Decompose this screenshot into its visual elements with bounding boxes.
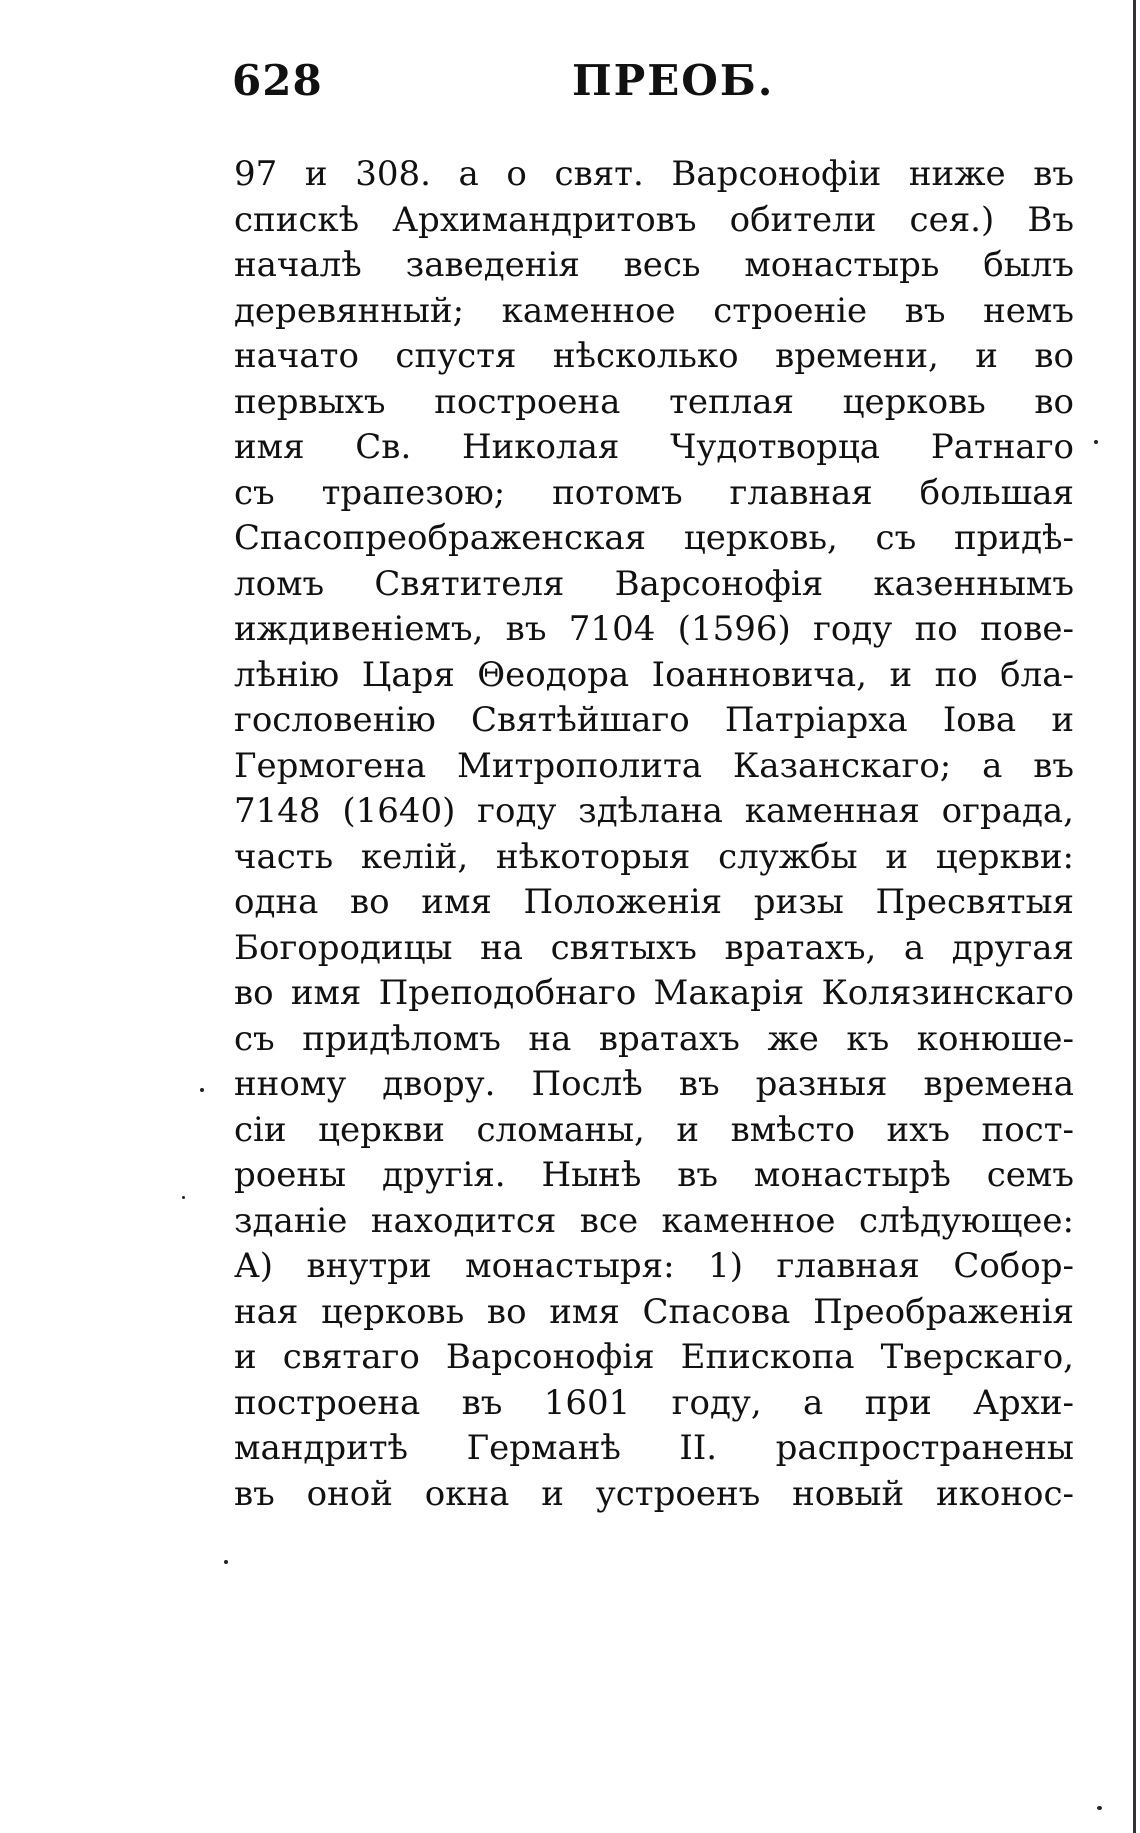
print-speck: [224, 1560, 228, 1564]
page-number: 628: [232, 56, 323, 105]
text-line: Спасопреображенская церковь, съ придѣ-: [234, 518, 1074, 558]
text-line: ная церковь во имя Спасова Преображенія: [234, 1291, 1074, 1332]
text-line: имя Св. Николая Чудотворца Ратнаго: [234, 427, 1074, 467]
print-speck: [1094, 440, 1098, 444]
print-speck: [182, 1196, 185, 1199]
text-line: 7148 (1640) году здѣлана каменная ограда,: [234, 791, 1074, 831]
text-line: Гермогена Митрополита Казанскаго; а въ: [234, 745, 1074, 786]
text-line: зданіе находится все каменное слѣдующее:: [234, 1200, 1074, 1241]
text-line: начато спустя нѣсколько времени, и во: [234, 336, 1074, 376]
page-edge-rule: [1133, 0, 1136, 1833]
text-line: съ трапезою; потомъ главная большая: [234, 472, 1074, 513]
text-line: Богородицы на святыхъ вратахъ, а другая: [234, 927, 1074, 968]
text-line: одна во имя Положенія ризы Пресвятыя: [234, 882, 1074, 922]
print-speck: [1097, 1806, 1102, 1810]
text-line: роены другія. Нынѣ въ монастырѣ семъ: [234, 1155, 1074, 1195]
text-line: 97 и 308. а о свят. Варсонофіи ниже въ: [234, 154, 1074, 194]
text-line: деревянный; каменное строеніе въ немъ: [234, 290, 1074, 331]
text-line: первыхъ построена теплая церковь во: [234, 381, 1074, 422]
text-line: сіи церкви сломаны, и вмѣсто ихъ пост-: [234, 1109, 1074, 1150]
text-line: часть келій, нѣкоторыя службы и церкви:: [234, 836, 1074, 877]
text-line: гословенію Святѣйшаго Патріарха Іова и: [234, 700, 1074, 740]
page-header: [232, 56, 1067, 116]
text-line: построена въ 1601 году, а при Архи-: [234, 1382, 1074, 1423]
running-head: ПРЕОБ.: [572, 56, 775, 105]
text-line: во имя Преподобнаго Макарія Колязинскаго: [234, 973, 1074, 1013]
text-line: А) внутри монастыря: 1) главная Собор-: [234, 1246, 1074, 1286]
text-line: въ оной окна и устроенъ новый иконос-: [234, 1473, 1074, 1514]
text-line: нному двору. Послѣ въ разныя времена: [234, 1064, 1074, 1104]
text-line: иждивеніемъ, въ 7104 (1596) году по пове-: [234, 609, 1074, 649]
body-text: [234, 152, 1074, 1517]
text-line: съ придѣломъ на вратахъ же къ конюше-: [234, 1018, 1074, 1059]
text-line: мандритѣ Германѣ II. распространены: [234, 1428, 1074, 1468]
text-line: спискѣ Архимандритовъ обители сея.) Въ: [234, 199, 1074, 240]
print-speck: [200, 1088, 204, 1092]
text-line: лѣнію Царя Θеодора Іоанновича, и по бла-: [234, 654, 1074, 695]
text-line: и святаго Варсонофія Епископа Тверскаго,: [234, 1337, 1074, 1377]
text-line: началѣ заведенія весь монастырь былъ: [234, 245, 1074, 285]
text-line: ломъ Святителя Варсонофія казеннымъ: [234, 563, 1074, 604]
